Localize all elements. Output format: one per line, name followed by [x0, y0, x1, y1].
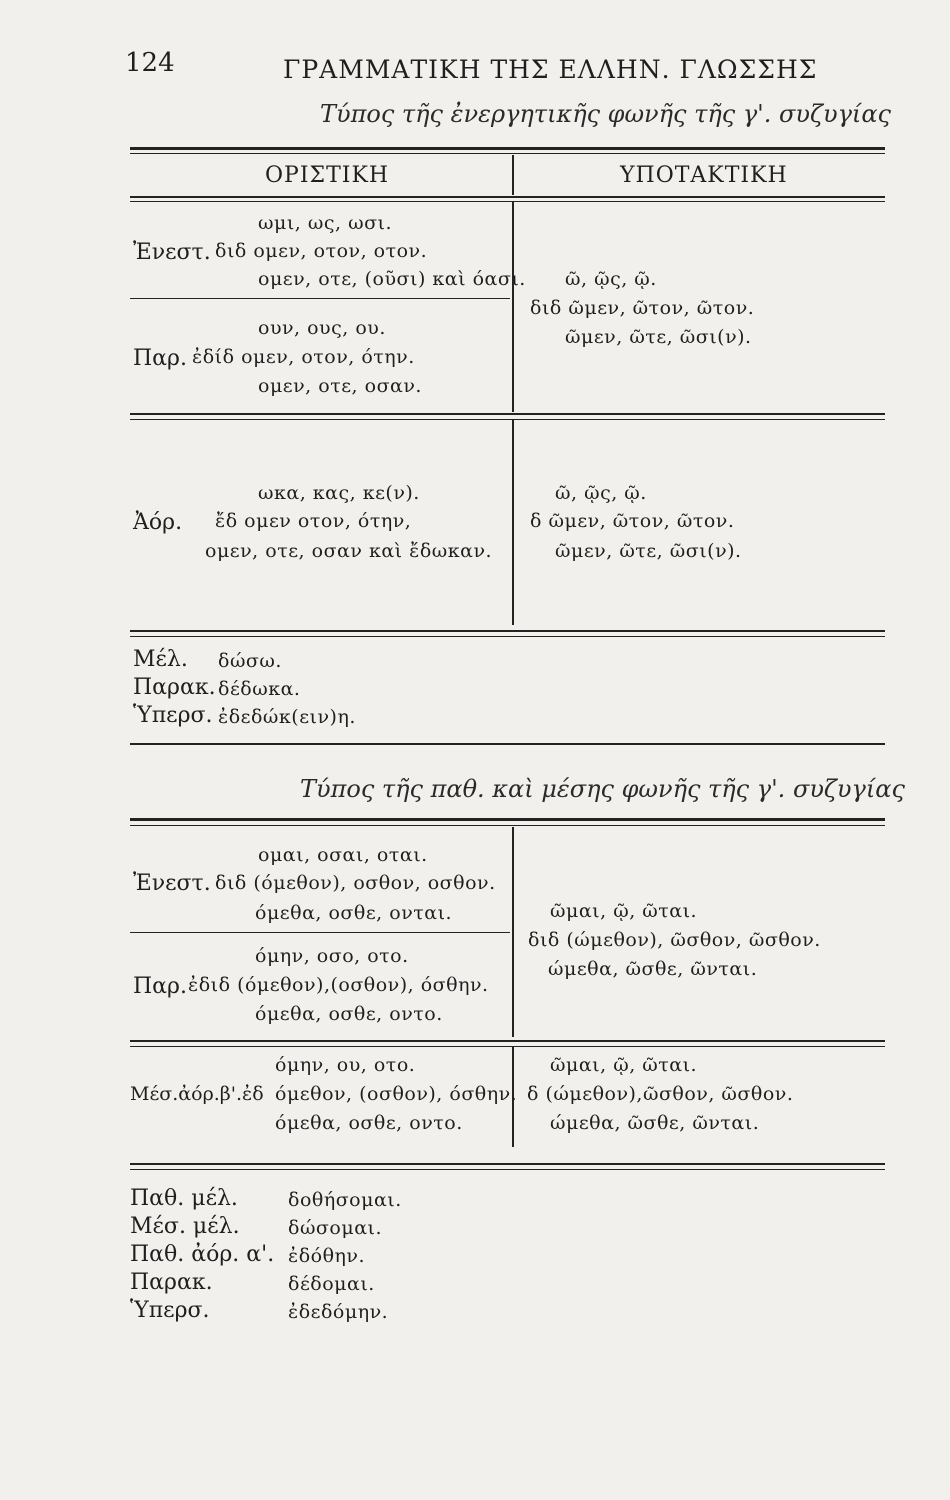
rule [130, 419, 885, 420]
aor-line: όμεθα, οσθε, οντο. [275, 1112, 463, 1134]
other-label: Παρακ. [130, 1270, 213, 1295]
other-form: δέδωκα. [218, 678, 301, 700]
par-line: όμεθα, οσθε, οντο. [255, 1003, 443, 1025]
other-label: Μέλ. [133, 647, 188, 672]
subj-line: διδ ῶμεν, ῶτον, ῶτον. [530, 297, 755, 319]
par-label: Παρ. [133, 346, 187, 371]
running-title: ΓΡΑΜΜΑΤΙΚΗ ΤΗΣ ΕΛΛΗΝ. ΓΛΩΣΣΗΣ [283, 55, 818, 84]
par-line: ἐδίδ ομεν, οτον, ότην. [192, 346, 415, 368]
par-line: ἐδιδ (όμεθον),(οσθον), όσθην. [188, 974, 489, 996]
rule [130, 630, 885, 632]
subj-line: ώμεθα, ῶσθε, ῶνται. [548, 958, 758, 980]
column-divider [512, 420, 514, 625]
other-label: Ὑπερσ. [130, 1298, 210, 1323]
rule [130, 743, 885, 745]
other-label: Ὑπερσ. [133, 703, 213, 728]
col-subjunctive: ΥΠΟΤΑΚΤΙΚΗ [620, 163, 788, 188]
other-form: δώσομαι. [288, 1217, 383, 1239]
enest-line: όμεθα, οσθε, ονται. [255, 902, 453, 924]
rule [130, 1163, 885, 1165]
column-divider [512, 155, 514, 195]
rule [130, 201, 885, 202]
brace-line [512, 202, 514, 412]
rule [130, 636, 885, 637]
enest-line: ομεν, οτε, (οῦσι) καὶ όασι. [258, 268, 526, 290]
other-form: δοθήσομαι. [288, 1189, 402, 1211]
subj-aor-line: ῶμεν, ῶτε, ῶσι(ν). [555, 540, 742, 562]
aor-line: ωκα, κας, κε(ν). [258, 482, 420, 504]
other-form: ἐδόθην. [288, 1245, 365, 1267]
par-label: Παρ. [133, 974, 187, 999]
enest-label: Ἐνεστ. [133, 240, 211, 265]
rule [130, 825, 885, 826]
other-label: Παθ. μέλ. [130, 1186, 238, 1211]
mid-aor-label: Μέσ.ἀόρ.β'.ἐδ [130, 1083, 264, 1105]
par-line: ομεν, οτε, οσαν. [258, 375, 422, 397]
other-label: Μέσ. μέλ. [130, 1214, 240, 1239]
rule [130, 147, 885, 150]
enest-line: διδ ομεν, οτον, οτον. [215, 240, 428, 262]
subj-line: ῶμεν, ῶτε, ῶσι(ν). [565, 326, 752, 348]
subj-aor-line: ώμεθα, ῶσθε, ῶνται. [550, 1112, 760, 1134]
subj-aor-line: δ ῶμεν, ῶτον, ῶτον. [530, 510, 735, 532]
aor-label: Ἀόρ. [133, 510, 183, 535]
aor-line: ἔδ ομεν οτον, ότην, [215, 510, 412, 532]
subj-aor-line: ῶμαι, ῷ, ῶται. [550, 1054, 698, 1076]
par-line: ουν, ους, ου. [258, 317, 386, 339]
rule [130, 196, 885, 198]
other-form: δώσω. [218, 650, 282, 672]
par-line: όμην, οσο, οτο. [255, 945, 409, 967]
enest-line: ομαι, οσαι, οται. [258, 844, 428, 866]
other-form: ἐδεδόμην. [288, 1301, 389, 1323]
subj-line: ῶ, ῷς, ῷ. [565, 268, 657, 290]
other-form: ἐδεδώκ(ειν)η. [218, 706, 356, 728]
subj-aor-line: ῶ, ῷς, ῷ. [555, 482, 647, 504]
rule [130, 153, 885, 154]
brace-line [512, 827, 514, 1037]
enest-label: Ἐνεστ. [133, 871, 211, 896]
subj-aor-line: δ (ώμεθον),ῶσθον, ῶσθον. [527, 1083, 794, 1105]
rule [130, 1040, 885, 1042]
aor-line: ομεν, οτε, οσαν καὶ ἔδωκαν. [205, 540, 493, 562]
rule [130, 298, 510, 299]
other-form: δέδομαι. [288, 1273, 375, 1295]
col-indicative: ΟΡΙΣΤΙΚΗ [265, 163, 390, 188]
rule [130, 413, 885, 415]
active-heading: Τύπος τῆς ἐνεργητικῆς φωνῆς τῆς γ'. συζυγίας [320, 100, 891, 128]
rule [130, 818, 885, 821]
other-label: Παθ. ἀόρ. α'. [130, 1242, 275, 1267]
passive-heading: Τύπος τῆς παθ. καὶ μέσης φωνῆς τῆς γ'. συζυγίας [300, 775, 905, 803]
subj-line: διδ (ώμεθον), ῶσθον, ῶσθον. [528, 929, 821, 951]
other-label: Παρακ. [133, 675, 216, 700]
aor-line: όμεθον, (οσθον), όσθην. [275, 1083, 518, 1105]
enest-line: ωμι, ως, ωσι. [258, 212, 393, 234]
rule [130, 1046, 885, 1047]
rule [130, 932, 510, 933]
enest-line: διδ (όμεθον), οσθον, οσθον. [215, 872, 496, 894]
page-number: 124 [125, 48, 175, 78]
rule [130, 1169, 885, 1170]
aor-line: όμην, ου, οτο. [275, 1054, 416, 1076]
subj-line: ῶμαι, ῷ, ῶται. [550, 900, 698, 922]
